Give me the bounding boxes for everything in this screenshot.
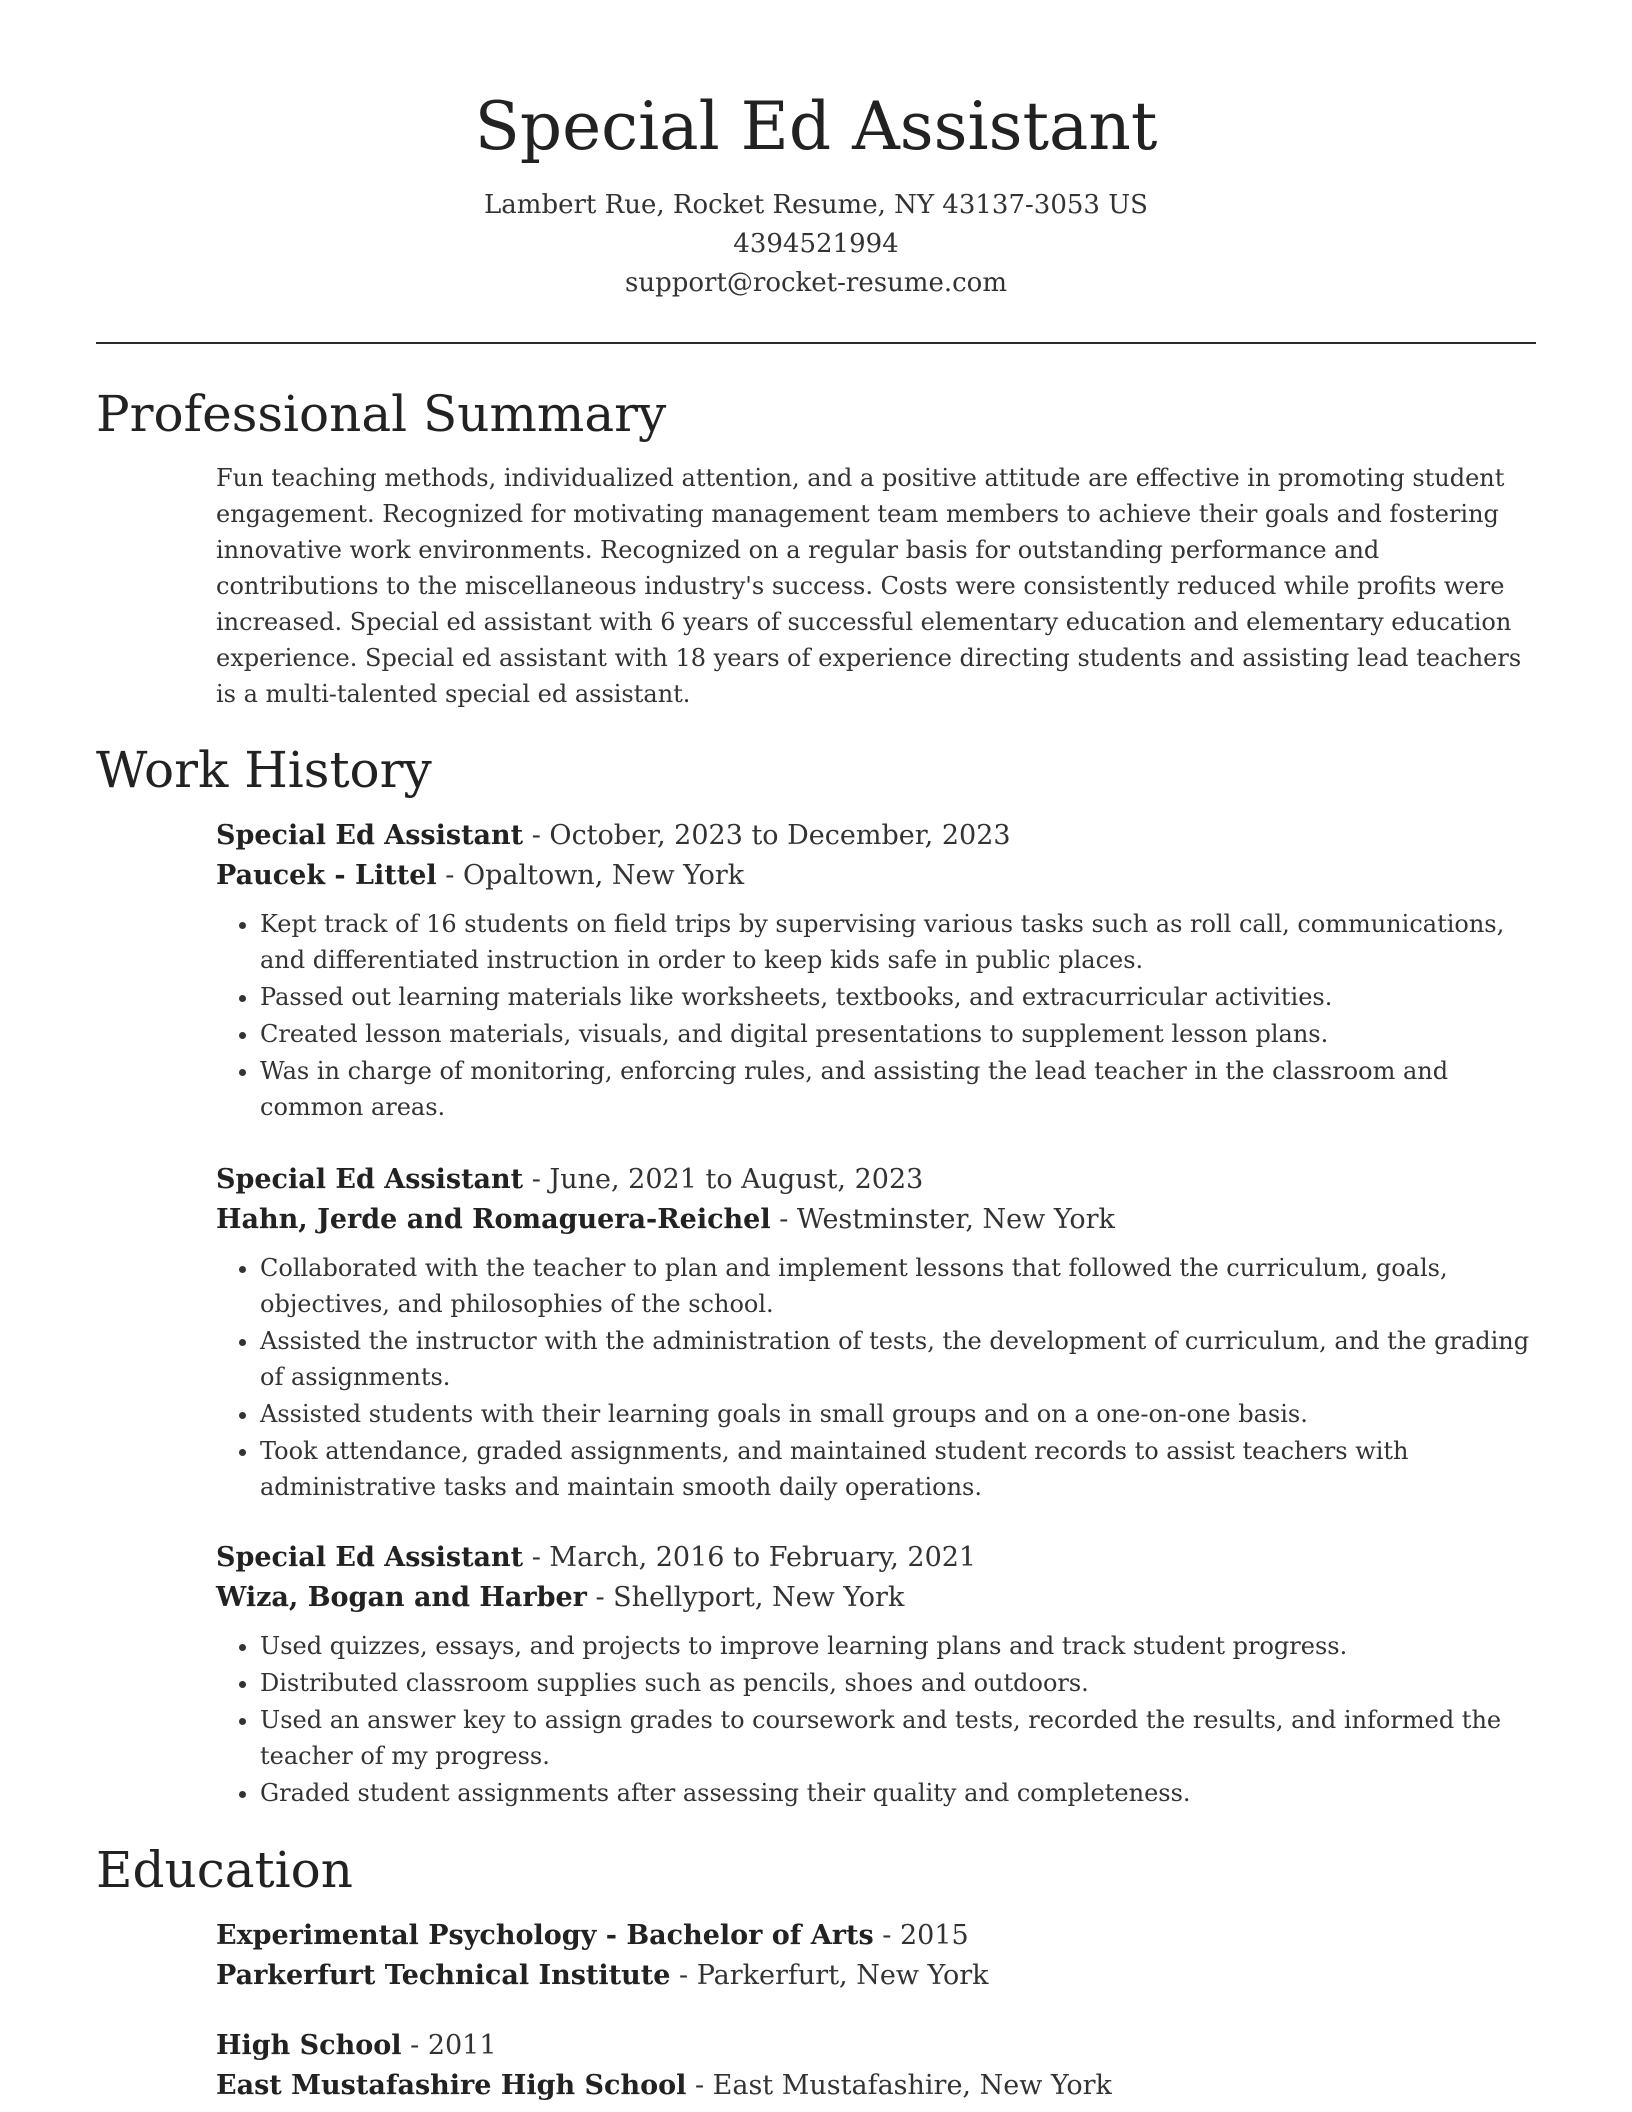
education-heading: Education	[96, 1841, 353, 1899]
job-company-line	[216, 856, 1536, 896]
job-role: Special Ed Assistant	[216, 820, 524, 851]
education-location: - East Mustafashire, New York	[686, 2070, 1112, 2101]
job-title-line	[216, 1160, 1536, 1200]
job-bullet: • Passed out learning materials like worksheets, textbooks, and extracurricular activities.	[260, 979, 1536, 1015]
summary-heading: Professional Summary	[96, 385, 667, 443]
education-degree: - Bachelor of Arts	[596, 1920, 874, 1951]
job-role: Special Ed Assistant	[216, 1542, 524, 1573]
job-location: - Shellyport, New York	[586, 1582, 905, 1613]
job-location: - Opaltown, New York	[436, 860, 745, 891]
resume-header	[0, 0, 1632, 303]
education-location: - Parkerfurt, New York	[670, 1960, 989, 1991]
work-history-heading: Work History	[96, 741, 432, 799]
job-bullet: • Kept track of 16 students on field trips by supervising various tasks such as roll call, communications, and differentiated instruction in order to keep kids safe in public places.	[260, 906, 1536, 978]
job-company: Hahn, Jerde and Romaguera-Reichel	[216, 1204, 771, 1235]
summary-section	[216, 460, 1536, 712]
job-bullet: • Graded student assignments after assessing their quality and completeness.	[260, 1775, 1536, 1811]
education-school: East Mustafashire High School	[216, 2070, 687, 2101]
education-degree-line	[216, 1916, 1536, 1956]
job-title-line	[216, 1538, 1536, 1578]
job-role: Special Ed Assistant	[216, 1164, 524, 1195]
job-bullet: • Used quizzes, essays, and projects to improve learning plans and track student progress.	[260, 1628, 1536, 1664]
job-company: Wiza, Bogan and Harber	[216, 1582, 587, 1613]
education-entry	[216, 1916, 1536, 1996]
job-dates: - June, 2021 to August, 2023	[523, 1164, 924, 1195]
email[interactable]: support@rocket-resume.com	[624, 268, 1007, 298]
job-bullets	[216, 1250, 1536, 1505]
job-bullet: • Assisted students with their learning goals in small groups and on a one-on-one basis.	[260, 1396, 1536, 1432]
education-year: - 2015	[873, 1920, 969, 1951]
education-school-line	[216, 1956, 1536, 1996]
education-entry	[216, 2026, 1536, 2106]
education-school: Parkerfurt Technical Institute	[216, 1960, 671, 1991]
education-field: High School	[216, 2030, 402, 2061]
job-bullets	[216, 1628, 1536, 1811]
contact-info	[0, 186, 1632, 303]
job-bullet: • Collaborated with the teacher to plan and implement lessons that followed the curriculum, goals, objectives, and philosophies of the school.	[260, 1250, 1536, 1322]
job-company-line	[216, 1578, 1536, 1618]
education-degree-line	[216, 2026, 1536, 2066]
header-divider	[96, 342, 1536, 344]
job-bullets	[216, 906, 1536, 1125]
job-dates: - October, 2023 to December, 2023	[523, 820, 1011, 851]
phone: 4394521994	[733, 229, 899, 259]
job-bullet: • Used an answer key to assign grades to coursework and tests, recorded the results, and informed the teacher of my progress.	[260, 1702, 1536, 1774]
job-company: Paucek - Littel	[216, 860, 437, 891]
job-dates: - March, 2016 to February, 2021	[523, 1542, 977, 1573]
summary-text: Fun teaching methods, individualized attention, and a positive attitude are effective in promoting student engagement. Recognized for motivating management team members to achieve their goals and fostering innovative work environments. Recognized on a regular basis for outstanding performance and contributions to the miscellaneous industry's success. Costs were consistently reduced while profits were increased. Special ed assistant with 6 years of successful elementary education and elementary education experience. Special ed assistant with 18 years of experience directing students and assisting lead teachers is a multi-talented special ed assistant.	[216, 464, 1522, 708]
job-bullet: • Distributed classroom supplies such as pencils, shoes and outdoors.	[260, 1665, 1536, 1701]
job-company-line	[216, 1200, 1536, 1240]
job-title-line	[216, 816, 1536, 856]
job-bullet: • Created lesson materials, visuals, and digital presentations to supplement lesson plans.	[260, 1016, 1536, 1052]
job-location: - Westminster, New York	[770, 1204, 1115, 1235]
job-bullet: • Assisted the instructor with the administration of tests, the development of curriculum, and the grading of assignments.	[260, 1323, 1536, 1395]
address: Lambert Rue, Rocket Resume, NY 43137-3053 US	[484, 190, 1148, 220]
education-year: - 2011	[401, 2030, 497, 2061]
job-entry	[216, 1538, 1536, 1812]
education-field: Experimental Psychology	[216, 1920, 597, 1951]
candidate-name: Special Ed Assistant	[474, 88, 1158, 165]
education-school-line	[216, 2066, 1536, 2106]
job-entry	[216, 816, 1536, 1126]
job-entry	[216, 1160, 1536, 1506]
job-bullet: • Was in charge of monitoring, enforcing rules, and assisting the lead teacher in the classroom and common areas.	[260, 1053, 1536, 1125]
job-bullet: • Took attendance, graded assignments, and maintained student records to assist teachers with administrative tasks and maintain smooth daily operations.	[260, 1433, 1536, 1505]
